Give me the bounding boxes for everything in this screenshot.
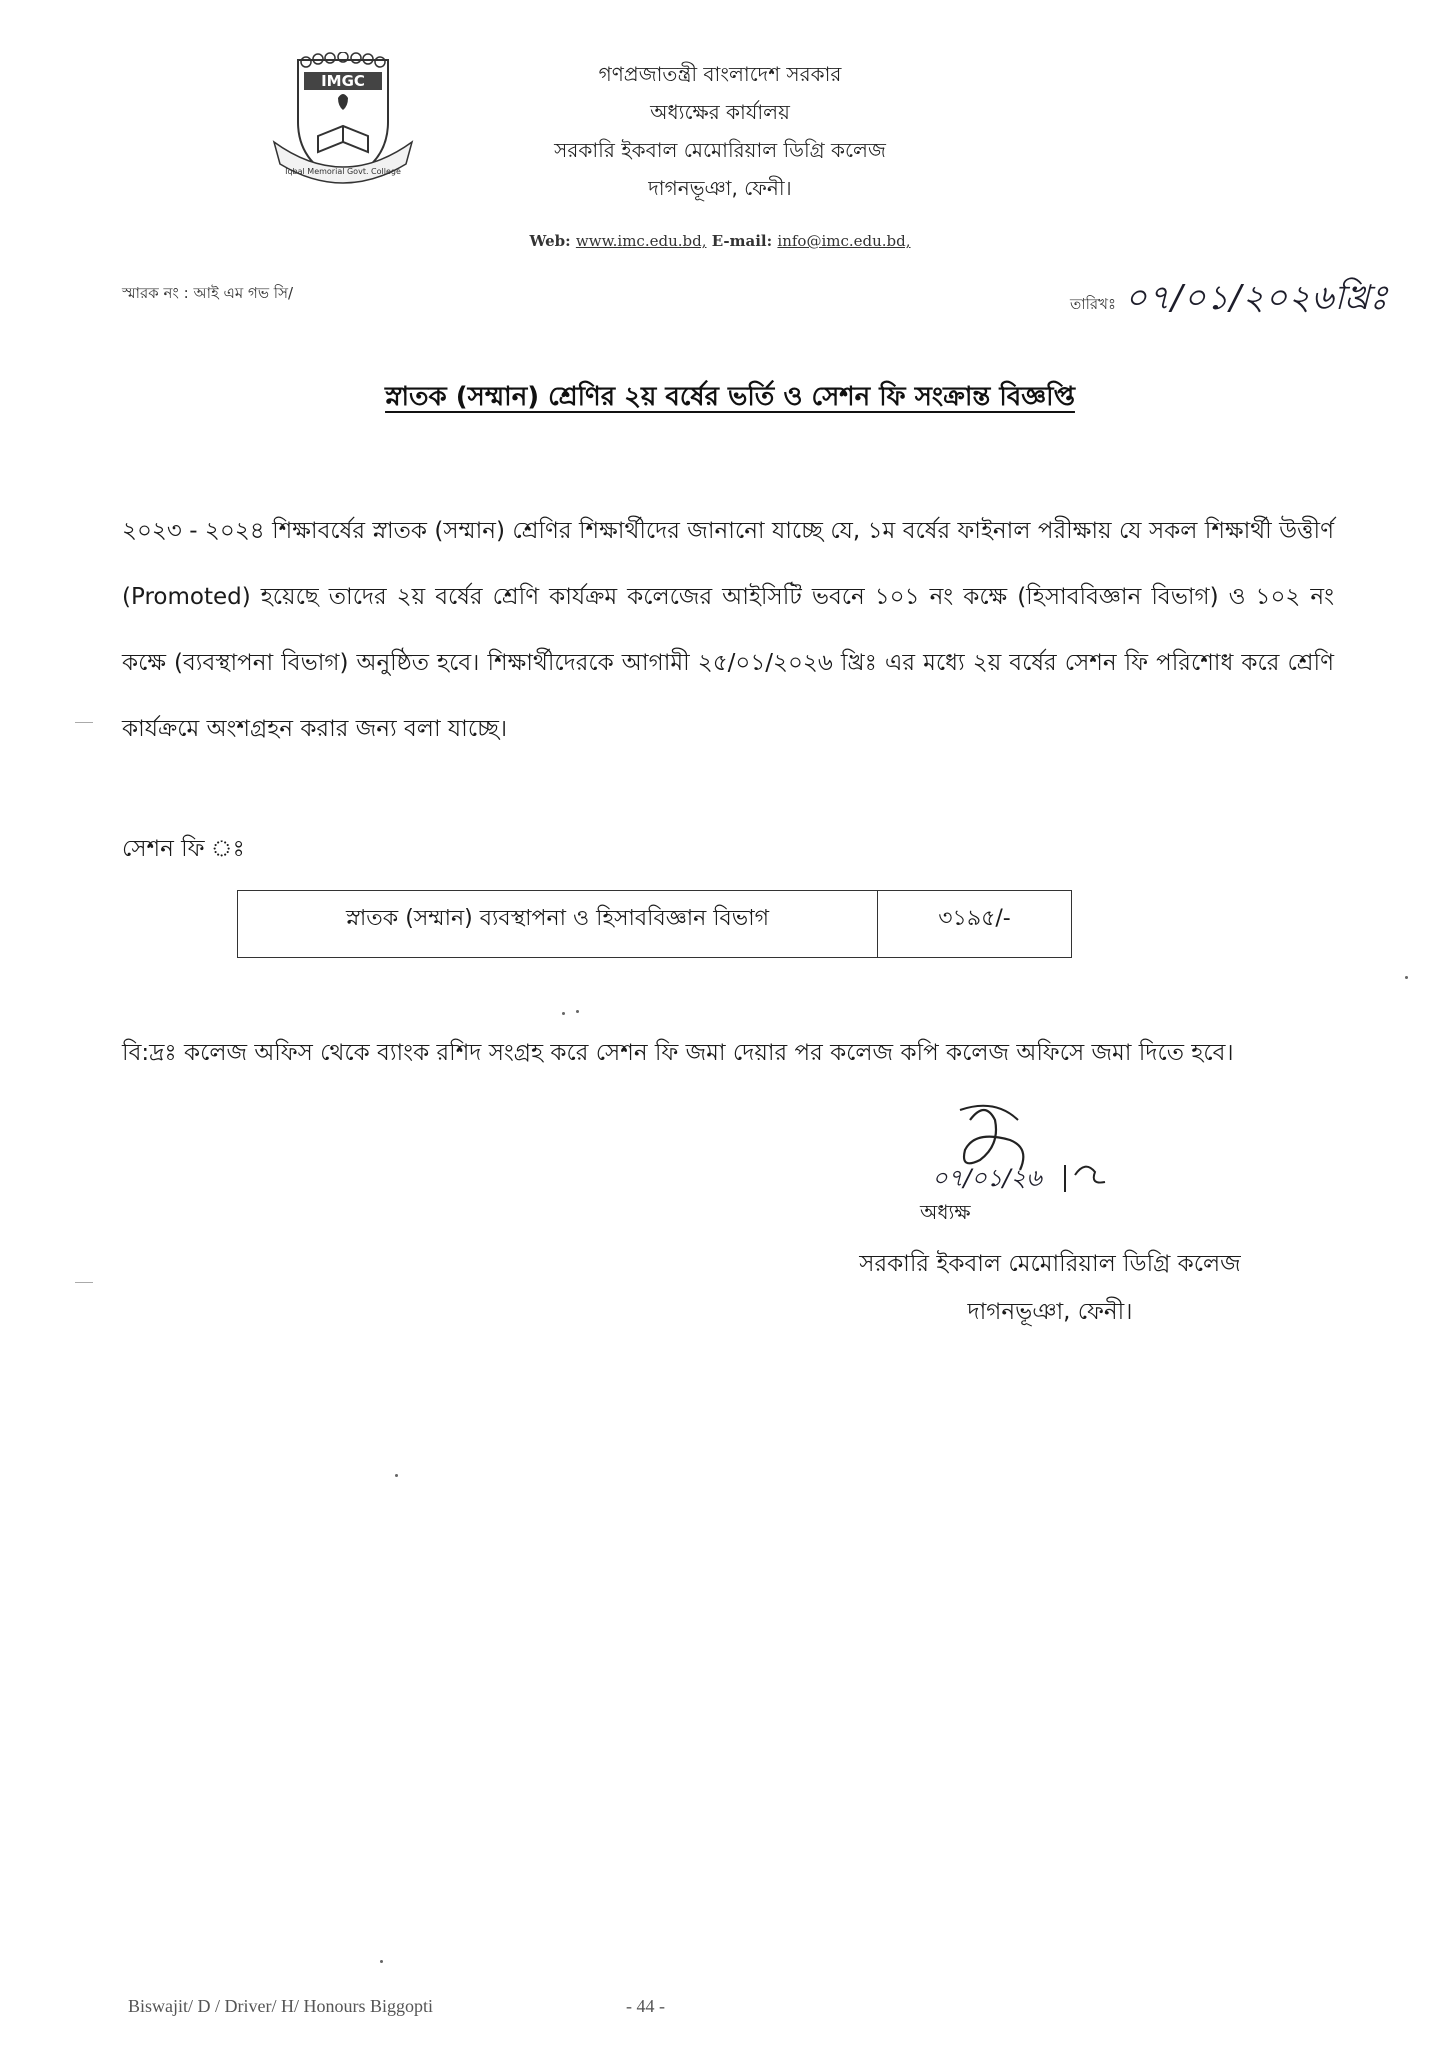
- signature-date: ০৭/০১/২৬: [932, 1164, 1042, 1192]
- date-label: তারিখঃ: [1070, 295, 1116, 313]
- scan-speck: [380, 1960, 383, 1963]
- handwritten-date: ০৭/০১/২০২৬খ্রিঃ: [1124, 278, 1389, 318]
- letterhead-line: গণপ্রজাতন্ত্রী বাংলাদেশ সরকার: [598, 62, 842, 86]
- college-logo: [268, 52, 418, 192]
- fee-table: [237, 890, 1072, 958]
- signatory-location: দাগনভূঞা, ফেনী।: [967, 1299, 1133, 1325]
- date-line: [1070, 272, 1389, 329]
- signatory-college: সরকারি ইকবাল মেমোরিয়াল ডিগ্রি কলেজ: [859, 1251, 1241, 1277]
- page-number: - 44 -: [626, 1996, 665, 2016]
- letterhead-line: সরকারি ইকবাল মেমোরিয়াল ডিগ্রি কলেজ: [554, 138, 886, 162]
- email-label: E-mail:: [711, 232, 773, 250]
- scan-speck: [1405, 976, 1408, 979]
- notice-note: বি:দ্রঃ কলেজ অফিস থেকে ব্যাংক রশিদ সংগ্রহ করে সেশন ফি জমা দেয়ার পর কলেজ কপি কলেজ অফিসে জমা দিতে হবে।: [122, 1040, 1234, 1066]
- scan-speck: [395, 1474, 398, 1477]
- fee-description: স্নাতক (সম্মান) ব্যবস্থাপনা ও হিসাববিজ্ঞান বিভাগ: [238, 891, 878, 957]
- scan-mark: [75, 1282, 93, 1283]
- contact-line: [440, 232, 1000, 250]
- web-label: Web:: [529, 232, 571, 250]
- notice-title: স্নাতক (সম্মান) শ্রেণির ২য় বর্ষের ভর্তি ও সেশন ফি সংক্রান্ত বিজ্ঞপ্তি: [385, 382, 1075, 412]
- web-link[interactable]: www.imc.edu.bd,: [575, 232, 707, 250]
- logo-text: IMGC: [321, 72, 365, 90]
- scan-speck: [576, 1010, 579, 1013]
- email-link[interactable]: info@imc.edu.bd,: [777, 232, 911, 250]
- fee-amount: ৩১৯৫/-: [938, 906, 1011, 931]
- footer-reference: Biswajit/ D / Driver/ H/ Honours Biggopti: [128, 1996, 433, 2016]
- principal-title: অধ্যক্ষ: [920, 1200, 971, 1224]
- scan-speck: [562, 1012, 565, 1015]
- session-fee-label: সেশন ফি ঃ: [122, 836, 245, 862]
- signatory-block: [810, 1240, 1290, 1336]
- college-crest-icon: [268, 52, 418, 192]
- memo-number: স্মারক নং : আই এম গভ সি/: [122, 284, 294, 302]
- letterhead: [480, 55, 960, 207]
- logo-ribbon-text: Iqbal Memorial Govt. College: [285, 167, 401, 176]
- scan-mark: [75, 722, 93, 723]
- letterhead-line: দাগনভূঞা, ফেনী।: [648, 176, 792, 200]
- notice-body: ২০২৩ - ২০২৪ শিক্ষাবর্ষের স্নাতক (সম্মান) শ্রেণির শিক্ষার্থীদের জানানো যাচ্ছে যে, ১ম বর্ষের ফাইনাল পরীক্ষায় যে সকল শিক্ষার্থী উত্তীর্ণ (Promoted) হয়েছে তাদের ২য় বর্ষের শ্রেণি কার্যক্রম কলেজের আইসিটি ভবনে ১০১ নং কক্ষে (হিসাববিজ্ঞান বিভাগ) ও ১০২ নং কক্ষে (ব্যবস্থাপনা বিভাগ) অনুষ্ঠিত হবে। শিক্ষার্থীদেরকে আগামী ২৫/০১/২০২৬ খ্রিঃ এর মধ্যে ২য় বর্ষের সেশন ফি পরিশোধ করে শ্রেণি কার্যক্রমে অংশগ্রহন করার জন্য বলা যাচ্ছে।: [122, 518, 1334, 742]
- letterhead-line: অধ্যক্ষের কার্যালয়: [650, 100, 790, 124]
